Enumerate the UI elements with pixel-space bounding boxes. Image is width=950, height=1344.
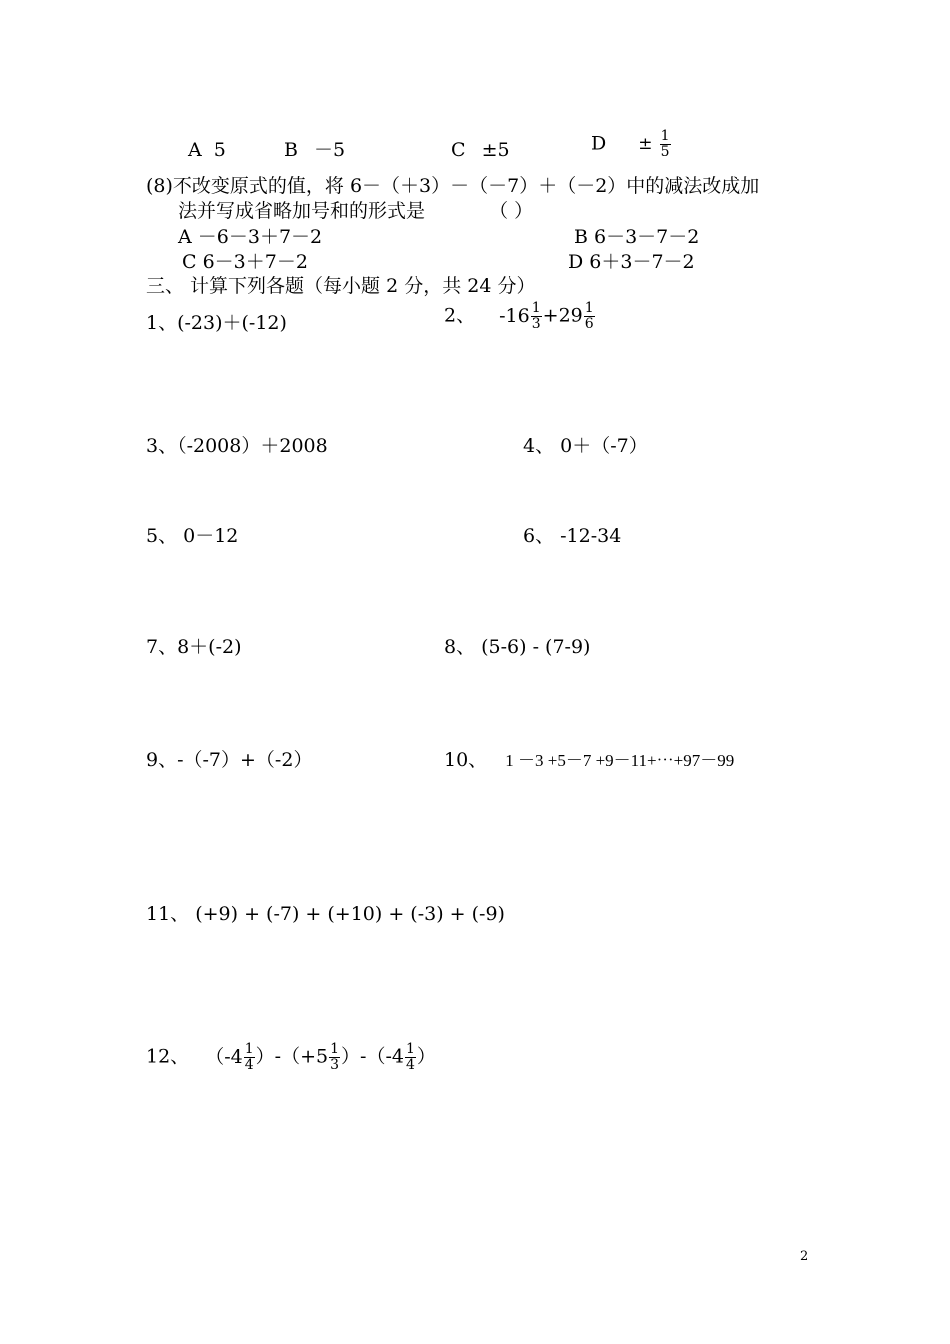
fraction-denominator: 5 — [660, 143, 670, 160]
problem-10 — [444, 751, 734, 770]
q7-option-d-sign: ± — [638, 133, 653, 154]
fraction-denominator: 3 — [531, 315, 541, 332]
q8-option-d: D 6＋3－7－2 — [568, 251, 695, 273]
q8-line1: (8)不改变原式的值，将 6－（＋3）－（－7）＋（－2）中的减法改成加 — [146, 175, 760, 197]
q7-option-d-label: D — [591, 132, 607, 155]
fraction-denominator: 4 — [405, 1056, 415, 1073]
q7-option-a — [188, 141, 226, 160]
problem-12-open: （-4 — [205, 1045, 243, 1068]
problem-12-fraction-3 — [405, 1042, 416, 1072]
q7-option-d — [591, 129, 672, 159]
section-three-title: 三、 计算下列各题（每小题 2 分，共 24 分） — [146, 275, 536, 297]
problem-10-expression: 1 －3 +5－7 +9－11+⋯+97－99 — [505, 751, 735, 770]
problem-10-label: 10、 — [444, 749, 488, 771]
problem-4: 4、 0＋（-7） — [523, 435, 648, 457]
q7-option-b-label: B — [284, 139, 298, 161]
problem-2-operator: +29 — [542, 304, 583, 327]
problem-5: 5、 0－12 — [146, 525, 239, 547]
problem-12-middle-1: ）-（+5 — [255, 1045, 329, 1068]
problem-9: 9、-（-7）+（-2） — [146, 749, 313, 771]
q8-line2 — [178, 202, 533, 221]
problem-11: 11、 (+9) + (-7) + (+10) + (-3) + (-9) — [146, 903, 505, 925]
fraction-numerator: 1 — [244, 1041, 254, 1057]
problem-3: 3、（-2008）＋2008 — [146, 435, 328, 457]
problem-2 — [444, 301, 596, 331]
page-number: 2 — [800, 1249, 809, 1264]
fraction-denominator: 4 — [244, 1056, 254, 1073]
problem-12-fraction-1 — [244, 1042, 255, 1072]
problem-6: 6、 -12-34 — [523, 525, 622, 547]
q8-line2-text: 法并写成省略加号和的形式是 — [178, 200, 426, 222]
q7-option-c-value: ±5 — [481, 139, 510, 161]
fraction-numerator: 1 — [660, 128, 670, 144]
problem-12-label: 12、 — [146, 1045, 190, 1068]
problem-7: 7、8＋(-2) — [146, 636, 242, 658]
q7-option-b — [284, 141, 345, 160]
fraction-numerator: 1 — [405, 1041, 415, 1057]
q8-answer-blank: （ ） — [489, 200, 534, 222]
q8-option-b: B 6－3－7－2 — [574, 226, 700, 248]
problem-2-label: 2、 — [444, 304, 476, 327]
problem-12-fraction-2 — [329, 1042, 340, 1072]
q8-option-c: C 6－3＋7－2 — [182, 251, 308, 273]
q7-option-c — [451, 141, 510, 160]
fraction-denominator: 6 — [584, 315, 594, 332]
q7-option-c-label: C — [451, 139, 466, 161]
q8-option-a: A －6－3＋7－2 — [178, 226, 323, 248]
problem-2-term-a: -16 — [499, 304, 530, 327]
fraction-numerator: 1 — [531, 300, 541, 316]
problem-1: 1、(-23)＋(-12) — [146, 312, 287, 334]
problem-8: 8、 (5-6) - (7-9) — [444, 636, 591, 658]
problem-2-fraction-b — [584, 301, 595, 331]
problem-12-close: ） — [416, 1045, 436, 1068]
problem-2-fraction-a — [531, 301, 542, 331]
q7-option-b-value: －5 — [314, 139, 346, 161]
fraction-numerator: 1 — [584, 300, 594, 316]
problem-12 — [146, 1042, 436, 1072]
q7-option-d-fraction — [660, 129, 671, 159]
q7-option-a-value: 5 — [213, 139, 226, 161]
fraction-numerator: 1 — [330, 1041, 340, 1057]
q7-option-a-label: A — [188, 139, 202, 161]
fraction-denominator: 3 — [330, 1056, 340, 1073]
problem-12-middle-2: ）-（-4 — [341, 1045, 404, 1068]
